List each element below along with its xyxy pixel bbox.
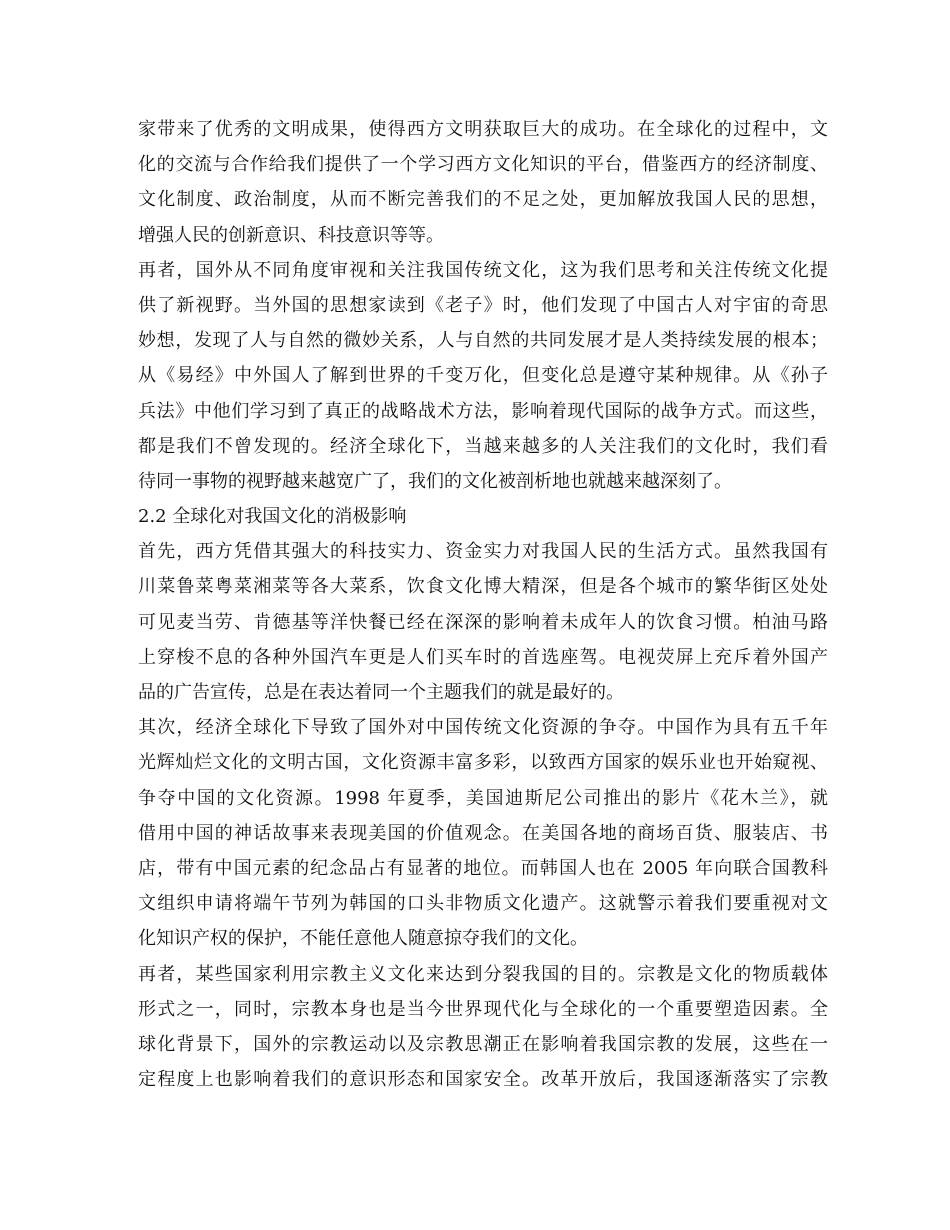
- paragraph-line: 可见麦当劳、肯德基等洋快餐已经在深深的影响着未成年人的饮食习惯。柏油马路: [138, 611, 828, 633]
- paragraph-line: 其次，经济全球化下导致了国外对中国传统文化资源的争夺。中国作为具有五千年: [138, 717, 828, 739]
- paragraph-line: 待同一事物的视野越来越宽广了，我们的文化被剖析地也就越来越深刻了。: [138, 470, 732, 492]
- paragraph-line: 妙想，发现了人与自然的微妙关系，人与自然的共同发展才是人类持续发展的根本；: [138, 330, 828, 352]
- paragraph-line: 增强人民的创新意识、科技意识等等。: [138, 224, 444, 246]
- paragraph-5: [138, 957, 828, 1098]
- section-heading: 2.2 全球化对我国文化的消极影响: [138, 506, 407, 528]
- paragraph-line: 都是我们不曾发现的。经济全球化下，当越来越多的人关注我们的文化时，我们看: [138, 435, 828, 457]
- document-body: [138, 112, 828, 1097]
- paragraph-line: 化的交流与合作给我们提供了一个学习西方文化知识的平台，借鉴西方的经济制度、: [138, 154, 828, 176]
- paragraph-line: 定程度上也影响着我们的意识形态和国家安全。改革开放后，我国逐渐落实了宗教: [138, 1069, 828, 1091]
- paragraph-4: [138, 710, 828, 956]
- paragraph-line: 文组织申请将端午节列为韩国的口头非物质文化遗产。这就警示着我们要重视对文: [138, 893, 828, 915]
- paragraph-line: 店，带有中国元素的纪念品占有显著的地位。而韩国人也在 2005 年向联合国教科: [138, 857, 828, 879]
- paragraph-line: 首先，西方凭借其强大的科技实力、资金实力对我国人民的生活方式。虽然我国有: [138, 541, 828, 563]
- paragraph-line: 球化背景下，国外的宗教运动以及宗教思潮正在影响着我国宗教的发展，这些在一: [138, 1033, 828, 1055]
- paragraph-line: 供了新视野。当外国的思想家读到《老子》时，他们发现了中国古人对宇宙的奇思: [138, 294, 828, 316]
- paragraph-line: 兵法》中他们学习到了真正的战略战术方法，影响着现代国际的战争方式。而这些，: [138, 400, 828, 422]
- paragraph-line: 再者，国外从不同角度审视和关注我国传统文化，这为我们思考和关注传统文化提: [138, 259, 828, 281]
- paragraph-2: [138, 253, 828, 499]
- paragraph-line: 家带来了优秀的文明成果，使得西方文明获取巨大的成功。在全球化的过程中，文: [138, 119, 828, 140]
- paragraph-line: 川菜鲁菜粤菜湘菜等各大菜系，饮食文化博大精深，但是各个城市的繁华街区处处: [138, 576, 828, 598]
- paragraph-3: [138, 534, 828, 710]
- paragraph-line: 品的广告宣传，总是在表达着同一个主题我们的就是最好的。: [138, 682, 624, 703]
- paragraph-line: 文化制度、政治制度，从而不断完善我们的不足之处，更加解放我国人民的思想，: [138, 189, 828, 211]
- paragraph-line: 上穿梭不息的各种外国汽车更是人们买车时的首选座驾。电视荧屏上充斥着外国产: [138, 646, 828, 668]
- paragraph-line: 形式之一，同时，宗教本身也是当今世界现代化与全球化的一个重要塑造因素。全: [138, 998, 828, 1020]
- paragraph-line: 光辉灿烂文化的文明古国，文化资源丰富多彩，以致西方国家的娱乐业也开始窥视、: [138, 752, 828, 774]
- paragraph-line: 借用中国的神话故事来表现美国的价值观念。在美国各地的商场百货、服装店、书: [138, 822, 828, 844]
- paragraph-1: [138, 112, 828, 253]
- paragraph-line: 争夺中国的文化资源。1998 年夏季，美国迪斯尼公司推出的影片《花木兰》，就: [138, 787, 828, 809]
- paragraph-line: 从《易经》中外国人了解到世界的千变万化，但变化总是遵守某种规律。从《孙子: [138, 365, 828, 387]
- paragraph-line: 化知识产权的保护，不能任意他人随意掠夺我们的文化。: [138, 928, 588, 950]
- paragraph-line: 再者，某些国家利用宗教主义文化来达到分裂我国的目的。宗教是文化的物质载体: [138, 963, 828, 985]
